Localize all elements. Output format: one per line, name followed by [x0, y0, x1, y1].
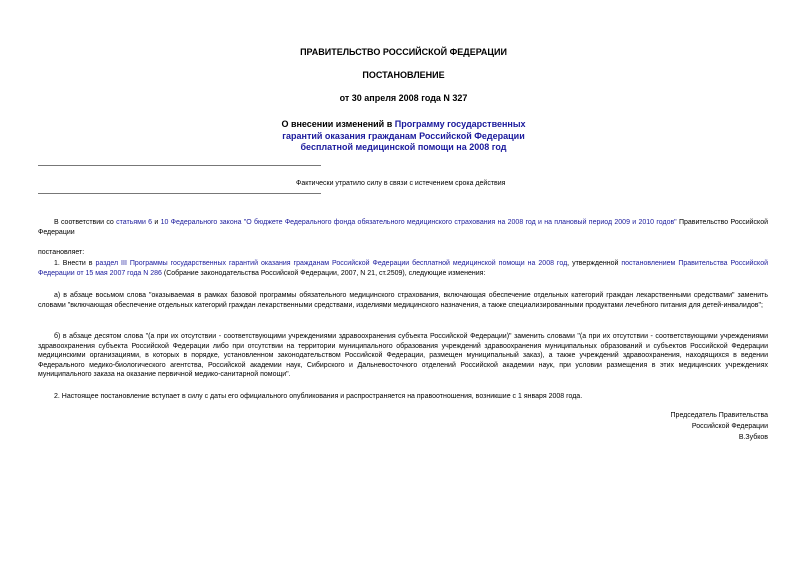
- item1-text-3: (Собрание законодательства Российской Федерации, 2007, N 21, ст.2509), следующие изменения:: [161, 269, 486, 277]
- law-article-6-link[interactable]: статьями 6: [116, 219, 153, 226]
- program-section-link[interactable]: раздел III Программы государственных гарантий оказания гражданам Российской Федерации бесплатной медицинской помощи на 2008 год: [95, 260, 568, 267]
- program-link-part2[interactable]: гарантий оказания гражданам Российской Федерации: [282, 130, 525, 141]
- status-note: Фактически утратило силу в связи с истечением срока действия: [296, 180, 506, 187]
- program-link-part1[interactable]: Программу государственных: [394, 119, 526, 129]
- signature-name: В.Зубков: [738, 434, 768, 441]
- item-2: 2. Настоящее постановление вступает в силу с даты его официального опубликования и распространяется на правоотношения, возникшие с 1 января 2008 года.: [54, 393, 583, 400]
- signature-block: [671, 410, 768, 443]
- signature-title-line1: Председатель Правительства: [670, 412, 768, 419]
- separator-top: [38, 165, 321, 166]
- federal-law-link[interactable]: 10 Федерального закона "О бюджете Федерального фонда обязательного медицинского страхования на 2008 год и на плановый период 2009 и 2010 годов": [160, 219, 677, 226]
- item1-text-2: , утвержденной: [567, 260, 622, 267]
- preamble: [38, 218, 768, 237]
- title-prefix: О внесении изменений в: [281, 119, 395, 129]
- item-1b: б) в абзаце десятом слова "(а при их отсутствии - соответствующими учреждениями здравоохранения субъекта Российской Федерации)" заменить словами "(а при их отсутствии - соответствующими учреждениями здравоохранения субъекта Российской Федерации либо при отсутствии на территории муниципального образования учреждений здравоохранения муниципальных образований и субъектов Российской Федерации медицинскими организациями, в которых в порядке, установленном законодательством Российской Федерации, размещен муниципальный заказ), а также учреждений здравоохранения, находящихся в ведении Федерального медико-биологического агентства, Российской академии наук, Сибирского и Дальневосточного отделений Российской академии наук, при условии размещения в этих медицинских учреждениях муниципального заказа на оказание первичной медико-санитарной помощи".: [38, 333, 768, 379]
- document-date: от 30 апреля 2008 года N 327: [339, 93, 468, 103]
- preamble-text-2: и: [152, 219, 161, 226]
- item-1: [38, 259, 768, 278]
- signature-title-line2: Российской Федерации: [691, 423, 768, 430]
- document-type: ПОСТАНОВЛЕНИЕ: [362, 70, 445, 80]
- document-title: [0, 119, 807, 154]
- resolution-286-link[interactable]: постановлением Правительства Российской Федерации от 15 мая 2007 года N 286: [38, 260, 769, 277]
- item-1a: а) в абзаце восьмом слова "оказываемая в рамках базовой программы обязательного медицинского страхования, включающая обеспечение отдельных категорий граждан лекарственными средствами" заменить словами "включающая обеспечение отдельных категорий граждан лекарственными средствами, изделиями медицинского назначения, а также специализированными продуктами лечебного питания для детей-инвалидов";: [38, 292, 768, 309]
- preamble-text-1: В соответствии со: [54, 219, 117, 226]
- program-link-part3[interactable]: бесплатной медицинской помощи на 2008 год: [300, 142, 507, 152]
- separator-bottom: [38, 193, 321, 194]
- preamble-text-3: Правительство Российской Федерации: [38, 219, 768, 236]
- item1-text-1: 1. Внести в: [54, 260, 96, 267]
- resolves-label: постановляет:: [38, 249, 85, 256]
- government-heading: ПРАВИТЕЛЬСТВО РОССИЙСКОЙ ФЕДЕРАЦИИ: [300, 47, 507, 57]
